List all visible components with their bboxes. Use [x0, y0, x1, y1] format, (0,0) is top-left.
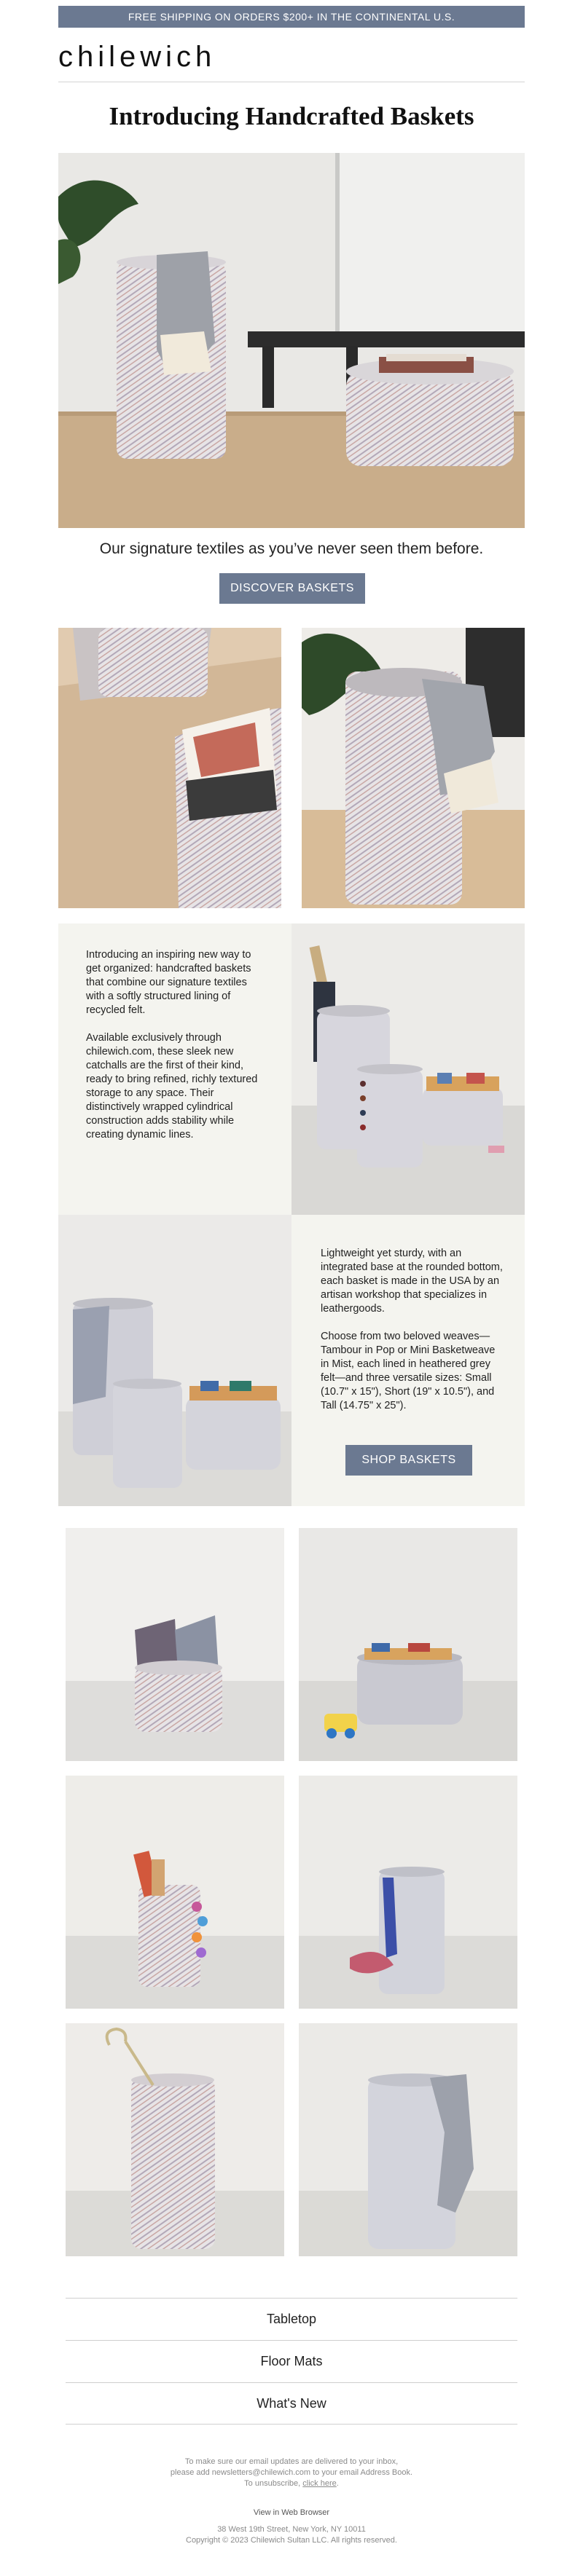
basket-detail-image-right[interactable] [302, 628, 525, 908]
hero-tagline: Our signature textiles as you’ve never seen them before. [99, 540, 484, 557]
feature-2-paragraph: Lightweight yet sturdy, with an integrated base at the rounded bottom, each basket is made in the USA by an artisan workshop that specializes in leathergoods. [321, 1248, 503, 1315]
nav-link-tabletop[interactable]: Tabletop [66, 2298, 517, 2340]
product-image-tall-basket-rope[interactable] [299, 1776, 517, 2009]
feature-2-text [321, 1247, 503, 1427]
hero-image[interactable] [58, 153, 525, 528]
shop-baskets-button[interactable]: SHOP BASKETS [345, 1445, 472, 1476]
footer-copyright: Copyright © 2023 Chilewich Sultan LLC. All rights reserved. [186, 2536, 397, 2545]
feature-1-paragraph: Introducing an inspiring new way to get organized: handcrafted baskets that combine our signature textiles with a softly structured lining of recycled felt. [86, 949, 251, 1016]
basket-detail-image-left[interactable] [58, 628, 281, 908]
footer-address: 38 West 19th Street, New York, NY 10011 [217, 2525, 366, 2534]
footer-line: please add newsletters@chilewich.com to your email Address Book. [170, 2468, 413, 2477]
feature-2-paragraph: Choose from two beloved weaves—Tambour in Pop or Mini Basketweave in Mist, each lined in heathered grey felt—and three versatile sizes: Small (10.7" x 15"), Short (19" x 10.5"), and Tall (14.75" x 25"). [321, 1331, 496, 1411]
hero-headline: Introducing Handcrafted Baskets [109, 102, 474, 130]
shipping-banner[interactable]: FREE SHIPPING ON ORDERS $200+ IN THE CONTINENTAL U.S. [58, 6, 525, 28]
unsubscribe-link[interactable]: click here [302, 2479, 337, 2488]
footer-line [58, 2478, 525, 2489]
nav-link-floor-mats[interactable]: Floor Mats [66, 2340, 517, 2382]
feature-1-text [86, 948, 268, 1156]
product-image-tall-basket-toys[interactable] [66, 1776, 284, 2009]
chilewich-logo[interactable]: chilewich [58, 41, 216, 73]
web-browser-link[interactable]: View in Web Browser [253, 2508, 330, 2517]
product-image-umbrella-basket[interactable] [66, 2023, 284, 2256]
footer-line: To make sure our email updates are delivered to your inbox, [184, 2457, 399, 2466]
footer-unsubscribe-suffix: . [336, 2479, 339, 2488]
discover-baskets-button[interactable]: DISCOVER BASKETS [219, 573, 365, 604]
product-image-basket-pillows[interactable] [66, 1528, 284, 1761]
footer-unsubscribe-prefix: To unsubscribe, [244, 2479, 303, 2488]
product-image-basket-toys[interactable] [299, 1528, 517, 1761]
product-image-blanket-basket[interactable] [299, 2023, 517, 2256]
nav-link-whats-new[interactable]: What's New [66, 2382, 517, 2425]
basket-trio-image[interactable] [58, 1215, 292, 1506]
footer-notice [58, 2457, 525, 2489]
feature-1-paragraph: Available exclusively through chilewich.com, these sleek new catchalls are the first of their kind, ready to bring refined, richly textured storage to any space. Their distinctively wrapped cylindrical construction adds stability while creating dynamic lines. [86, 1032, 258, 1141]
basket-group-image[interactable] [292, 923, 525, 1215]
